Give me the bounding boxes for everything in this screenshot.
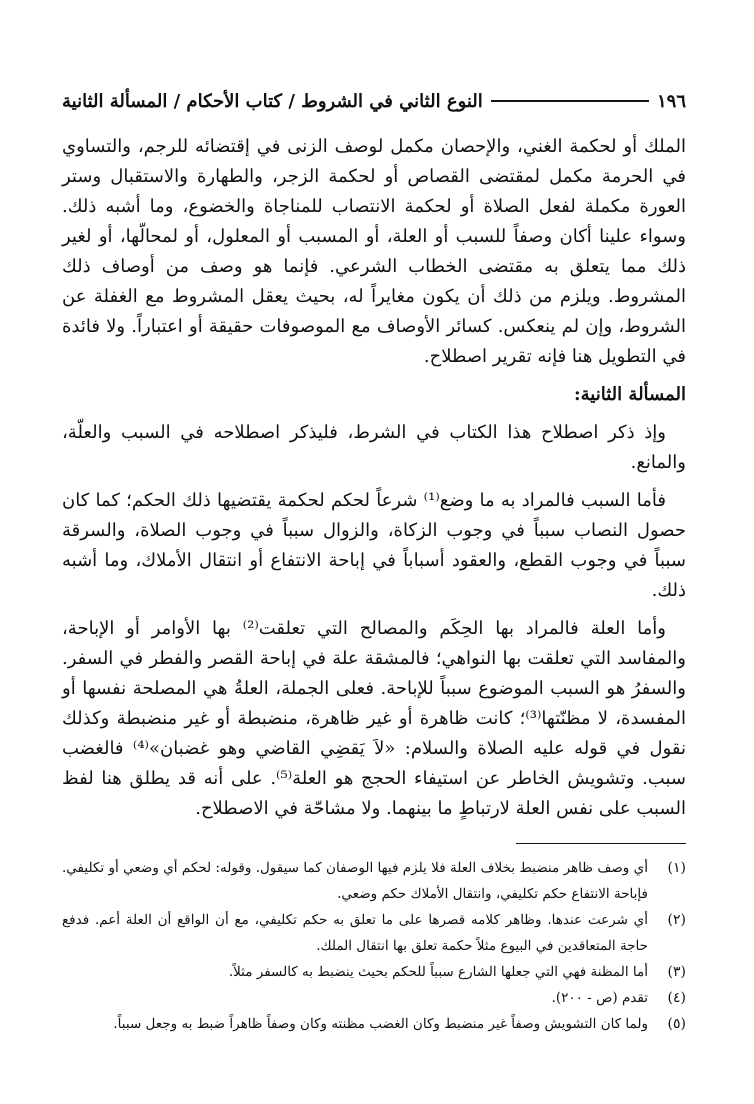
footnote xyxy=(62,1011,686,1037)
page-header xyxy=(62,88,686,114)
footnote-separator xyxy=(516,843,686,844)
running-title: النوع الثاني في الشروط / كتاب الأحكام / المسألة الثانية xyxy=(62,90,483,112)
page-number: ١٩٦ xyxy=(656,90,686,112)
paragraph-3: فأما السبب فالمراد به ما وضع⁽¹⁾ شرعاً لحكم لحكمة يقتضيها ذلك الحكم؛ كما كان حصول النصاب سبباً في وجوب الزكاة، والزوال سبباً في وجوب الصلاة، والسرقة سبباً في وجوب القطع، والعقود أسباباً في إباحة الانتفاع أو انتقال الأملاك، وما أشبه ذلك. xyxy=(62,490,686,601)
section-heading: المسألة الثانية: xyxy=(574,384,686,405)
footnote xyxy=(62,907,686,959)
footnote-text: تقدم (ص - ٢٠٠). xyxy=(551,990,648,1006)
footnote xyxy=(62,959,686,985)
footnote-mark: (٣) xyxy=(667,964,686,980)
footnote-mark: (١) xyxy=(667,860,686,876)
main-text xyxy=(62,132,686,832)
paragraph-2: وإذ ذكر اصطلاح هذا الكتاب في الشرط، فليذكر اصطلاحه في السبب والعلّة، والمانع. xyxy=(62,422,686,473)
paragraph-1: الملك أو لحكمة الغني، والإحصان مكمل لوصف الزنى في إقتضائه للرجم، والتساوي في الحرمة مكمل لمقتضى القصاص أو لحكمة الزجر، والطهارة والاستقبال وستر العورة مكملة لفعل الصلاة أو لحكمة الانتصاب للمناجاة والخضوع، وما أشبه ذلك. وسواء علينا أكان وصفاً للسبب أو العلة، أو المسبب أو المعلول، أو لمحالّها، أو لغير ذلك مما يتعلق به مقتضى الخطاب الشرعي. فإنما هو وصف من أوصاف ذلك المشروط. ويلزم من ذلك أن يكون مغايراً له، بحيث يعقل المشروط مع الغفلة عن الشروط، وإن لم ينعكس. كسائر الأوصاف مع الموصوفات حقيقة أو اعتباراً. ولا فائدة في التطويل هنا فإنه تقرير اصطلاح. xyxy=(62,136,686,367)
footnote xyxy=(62,985,686,1011)
footnote-mark: (٥) xyxy=(667,1016,686,1032)
footnote-text: أي وصف ظاهر منضبط بخلاف العلة فلا يلزم فيها الوصفان كما سيقول. وقوله: لحكم أي وضعي أو تكليفي. فإباحة الانتفاع حكم تكليفي، وانتقال الأملاك حكم وضعي. xyxy=(62,860,648,902)
footnote-text: أي شرعت عندها. وظاهر كلامه قصرها على ما تعلق به حكم تكليفي، مع أن الواقع أن العلة أعم. فدفع حاجة المتعاقدين في البيوع مثلاً حكمة تعلق بها انتقال الملك. xyxy=(62,912,648,954)
footnotes xyxy=(62,855,686,1037)
footnote-text: ولما كان التشويش وصفاً غير منضبط وكان الغضب مظنته وكان وصفاً ظاهراً ضبط به وجعل سبباً. xyxy=(113,1016,648,1032)
footnote-text: أما المظنة فهي التي جعلها الشارع سبباً للحكم بحيث ينضبط به كالسفر مثلاً. xyxy=(228,964,648,980)
header-rule xyxy=(491,100,649,102)
footnote xyxy=(62,855,686,907)
footnote-mark: (٤) xyxy=(667,990,686,1006)
paragraph-4: وأما العلة فالمراد بها الحِكَم والمصالح التي تعلقت⁽²⁾ بها الأوامر أو الإباحة، والمفاسد التي تعلقت بها النواهي؛ فالمشقة علة في إباحة القصر والفطر في السفر. والسفرُ هو السبب الموضوع سبباً للإباحة. فعلى الجملة، العلةُ هي المصلحة نفسها أو المفسدة، لا مظنّتها⁽³⁾؛ كانت ظاهرة أو غير ظاهرة، منضبطة أو غير منضبطة وكذلك نقول في قوله عليه الصلاة والسلام: «لاَ يَقضِي القاضي وهو غضبان»⁽⁴⁾ فالغضب سبب. وتشويش الخاطر عن استيفاء الحجج هو العلة⁽⁵⁾. على أنه قد يطلق هنا لفظ السبب على نفس العلة لارتباطٍ ما بينهما. ولا مشاحّة في الاصطلاح. xyxy=(62,618,686,819)
footnote-mark: (٢) xyxy=(667,912,686,928)
